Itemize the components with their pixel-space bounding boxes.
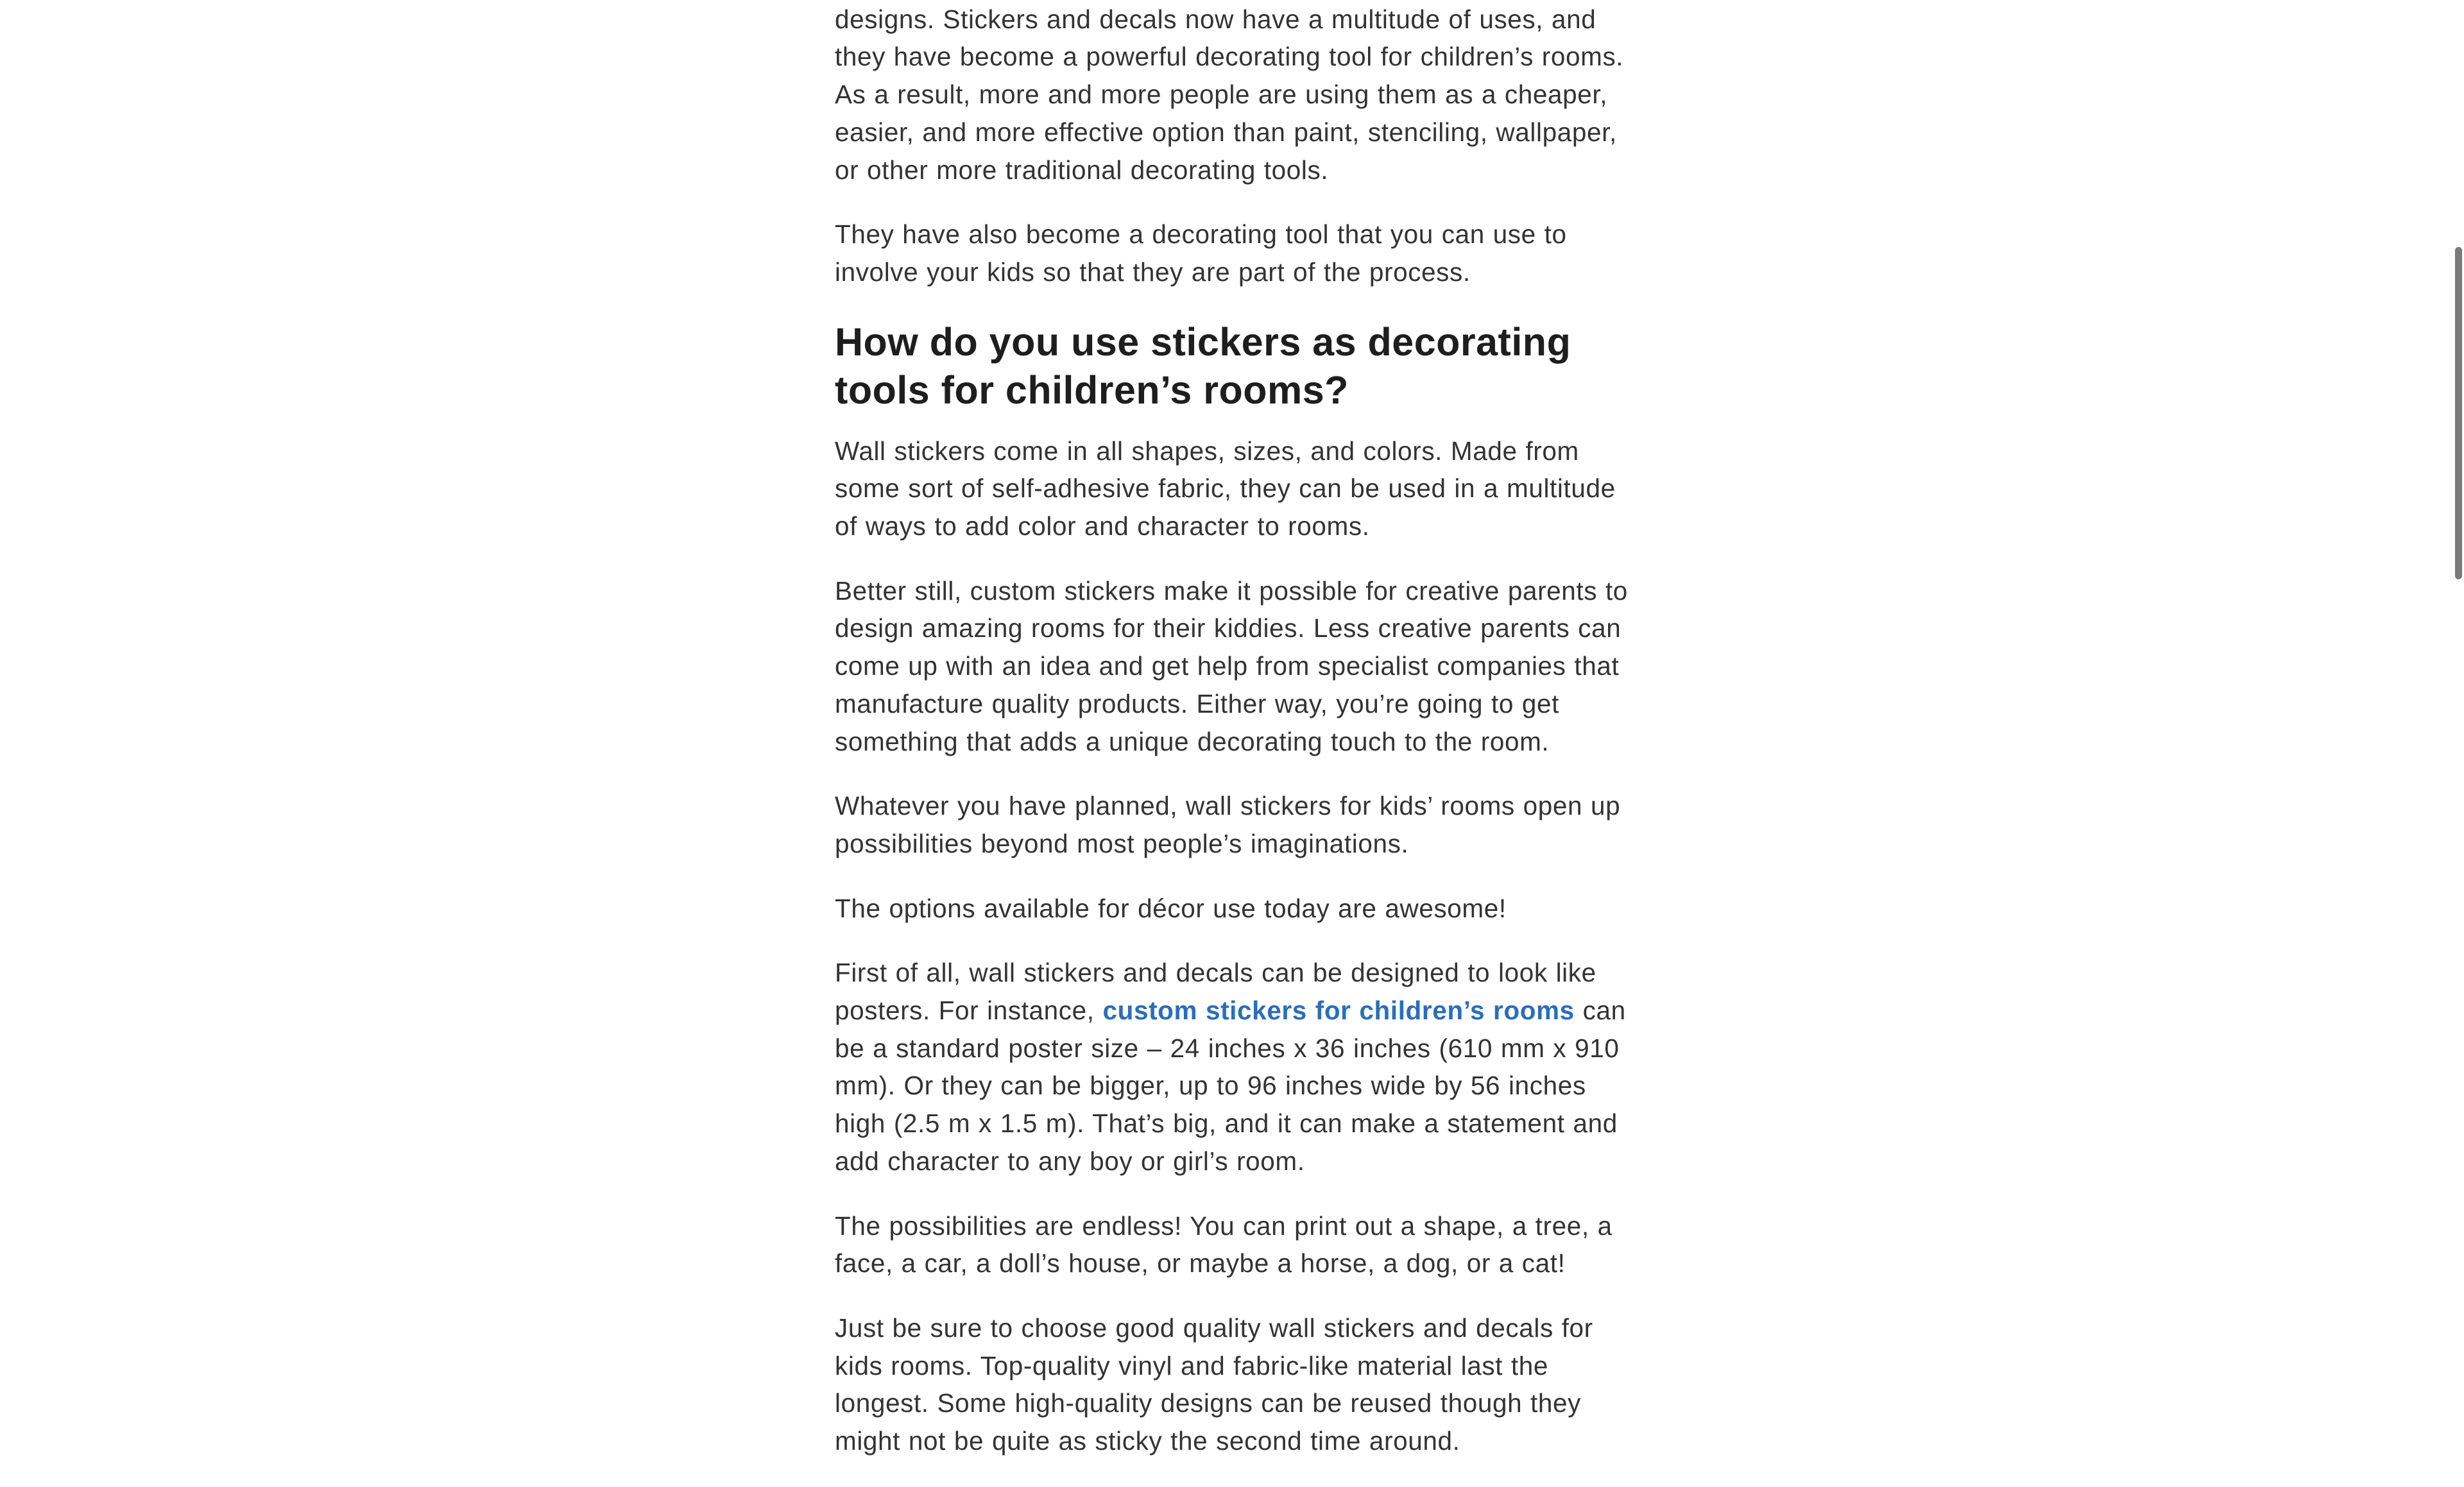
paragraph-options: The options available for décor use today are awesome! — [835, 893, 1507, 923]
section-heading: How do you use stickers as decorating tools for children’s rooms? — [835, 319, 1571, 412]
paragraph-posters — [835, 954, 1632, 1180]
paragraph-involve-kids: They have also become a decorating tool that you can use to involve your kids so that they are part of the process. — [835, 219, 1567, 287]
paragraph-intro: designs. Stickers and decals now have a multitude of uses, and they have become a powerful decorating tool for children’s rooms. As a result, more and more people are using them as a cheaper, easier, and more effective option than paint, stenciling, wallpaper, or other more traditional decorating tools. — [835, 4, 1624, 185]
paragraph-possibilities: Whatever you have planned, wall stickers for kids’ rooms open up possibilities beyond most people’s imaginations. — [835, 791, 1621, 858]
scrollbar-thumb[interactable] — [2455, 247, 2462, 579]
paragraph-custom-stickers: Better still, custom stickers make it possible for creative parents to design amazing rooms for their kiddies. Less creative parents can come up with an idea and get help from specialist companies that manufacture quality products. Either way, you’re going to get something that adds a unique decorating touch to the room. — [835, 575, 1628, 756]
article-body — [835, 0, 1632, 1487]
paragraph-posters-rest: can be a standard poster size – 24 inches x 36 inches (610 mm x 910 mm). Or they can be bigger, up to 96 inches wide by 56 inches high (2.5 m x 1.5 m). That’s big, and it can make a statement and add character to any boy or girl’s room. — [835, 996, 1626, 1176]
vertical-scrollbar[interactable] — [2452, 0, 2464, 1385]
paragraph-wall-stickers: Wall stickers come in all shapes, sizes, and colors. Made from some sort of self-adhesive fabric, they can be used in a multitude of ways to add color and character to rooms. — [835, 436, 1616, 541]
paragraph-posters-lead: First of all, wall stickers and decals can be designed to look like posters. For instance, — [835, 958, 1596, 1026]
custom-stickers-link[interactable]: custom stickers for children’s rooms — [1102, 996, 1575, 1026]
paragraph-quality: Just be sure to choose good quality wall stickers and decals for kids rooms. Top-quality vinyl and fabric-like material last the longest. Some high-quality designs can be reused though they might not be quite as sticky the second time around. — [835, 1313, 1593, 1456]
paragraph-endless: The possibilities are endless! You can print out a shape, a tree, a face, a car, a doll’s house, or maybe a horse, a dog, or a cat! — [835, 1211, 1613, 1279]
